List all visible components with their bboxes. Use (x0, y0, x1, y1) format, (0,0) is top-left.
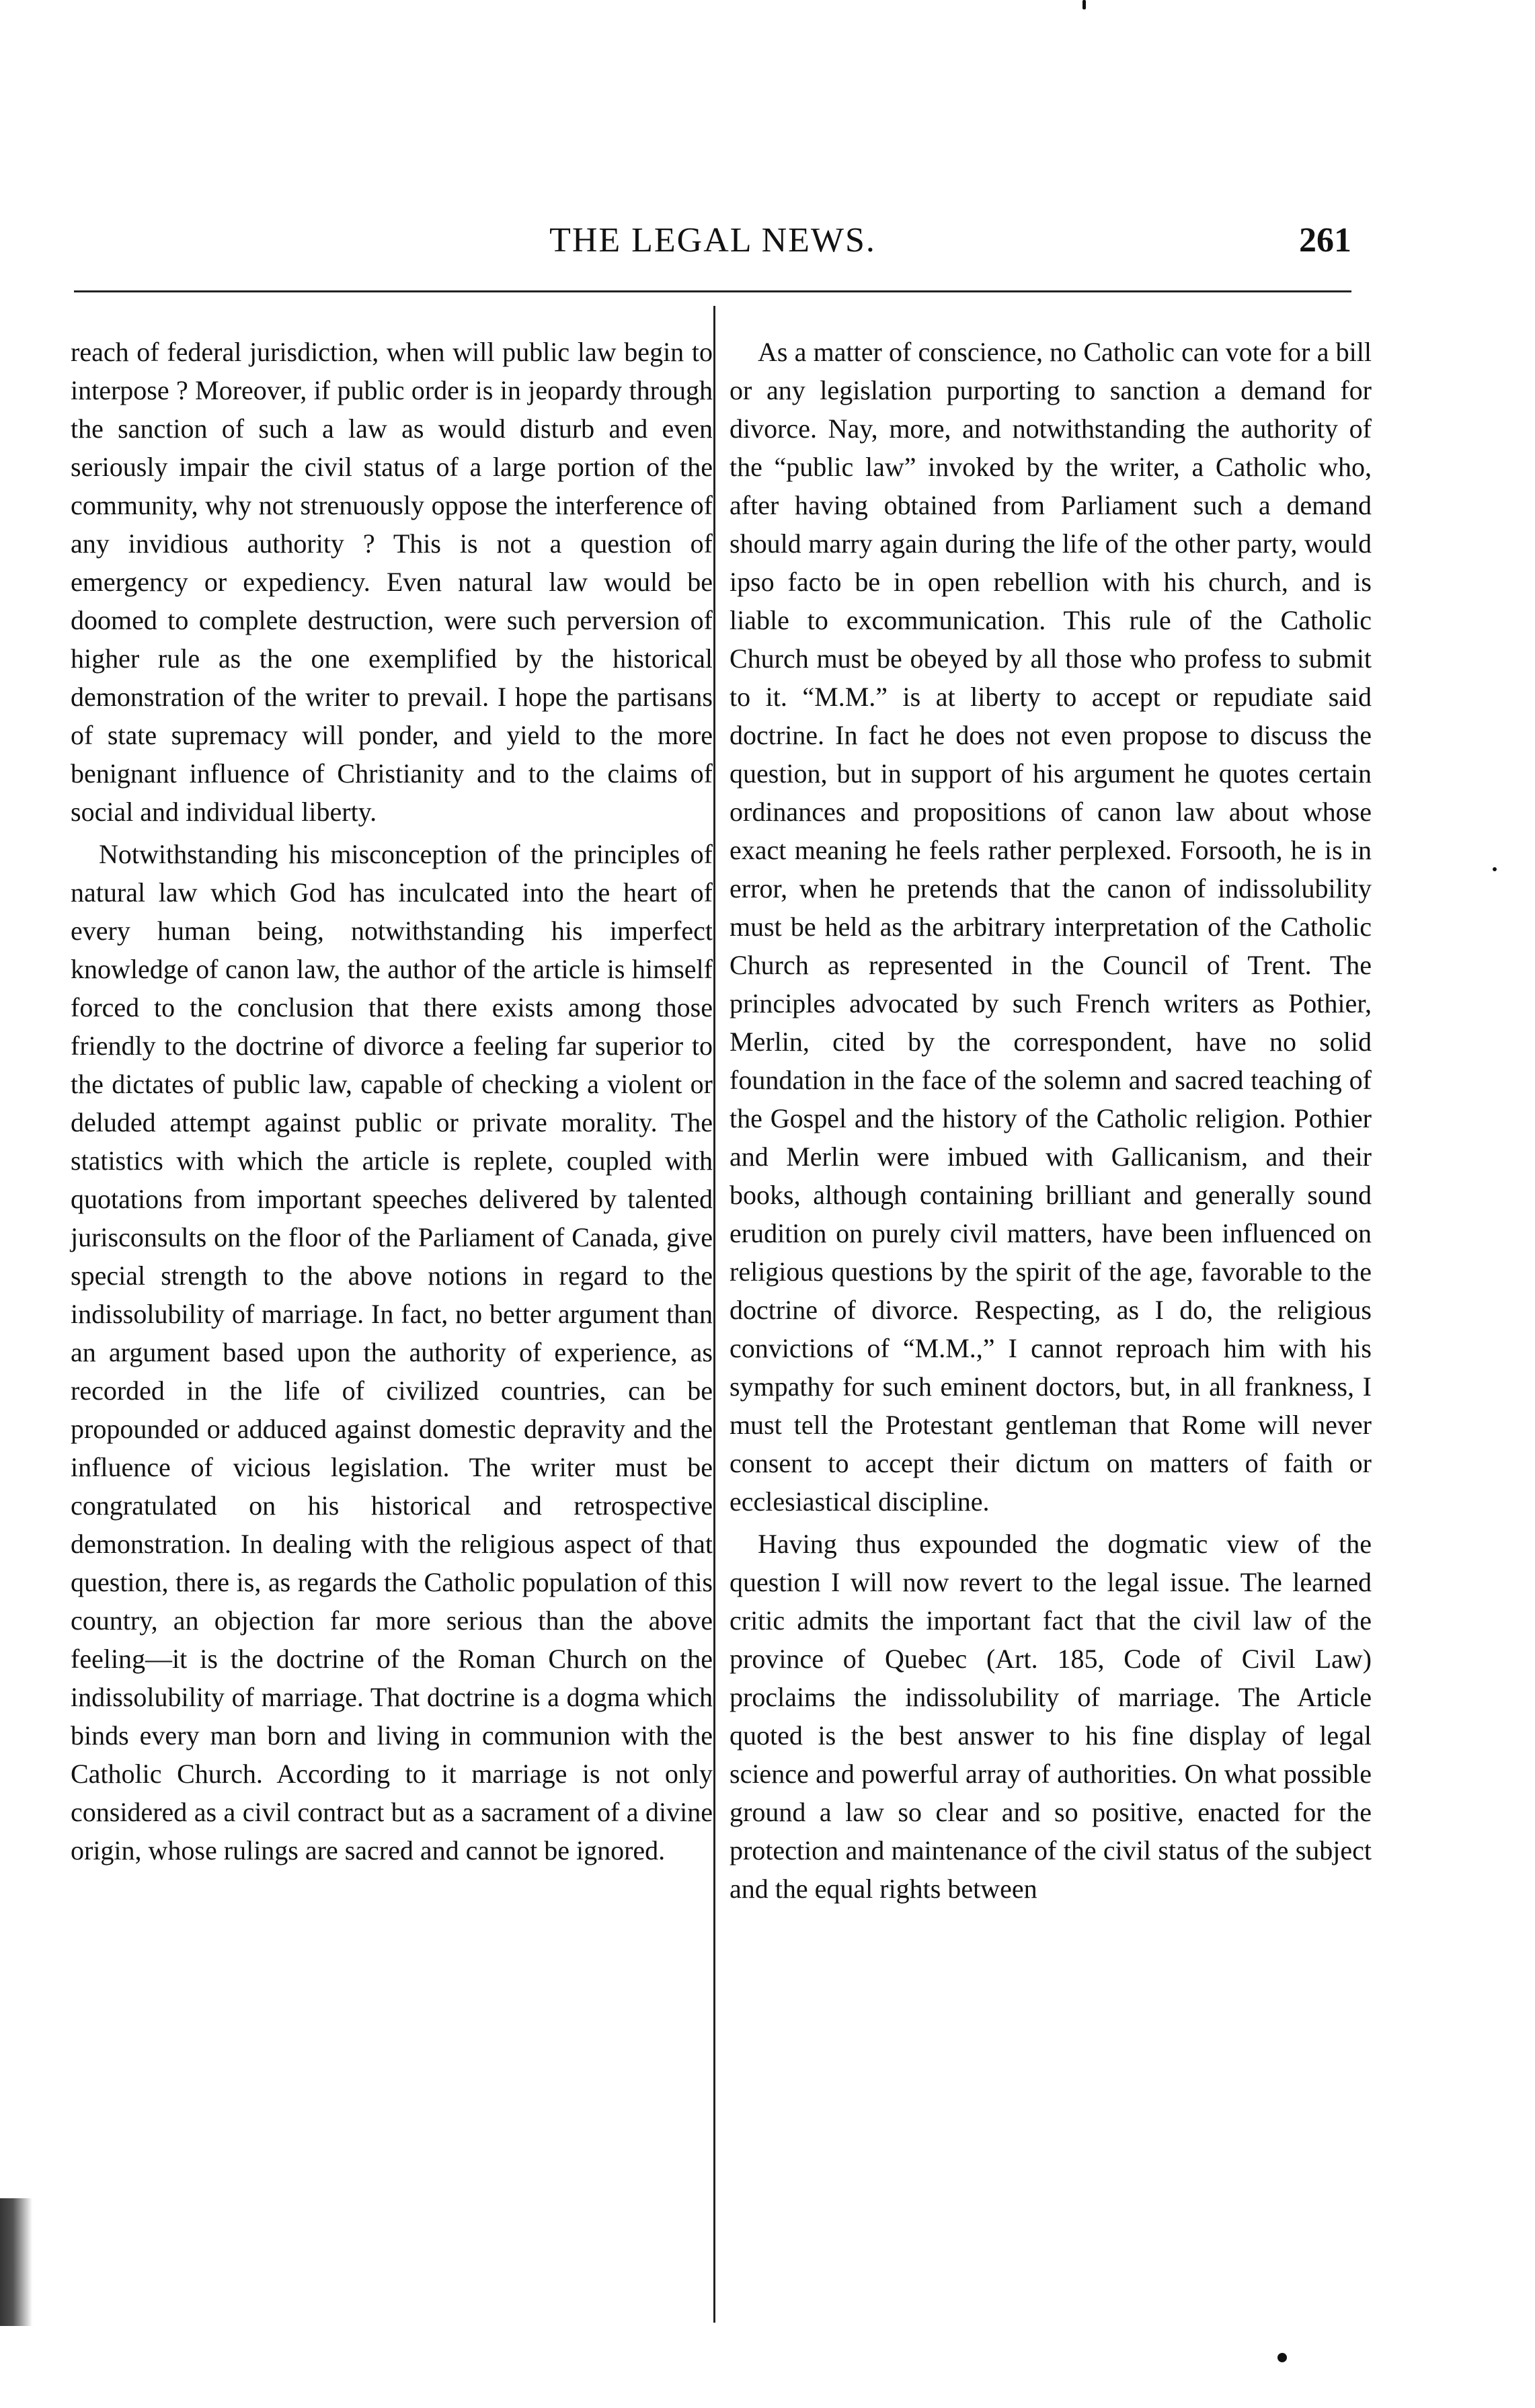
running-title: THE LEGAL NEWS. (549, 221, 876, 259)
column-divider (713, 306, 715, 2323)
header-rule (74, 290, 1351, 292)
ink-speck (1083, 0, 1086, 9)
ink-speck (1493, 867, 1497, 871)
left-paragraph-2: Notwithstanding his misconception of the principles of natural law which God has inculcated into the heart of every human being, notwithstanding his imperfect knowledge of canon law, the author of the article is himself forced to the conclusion that there exists among those friendly to the doctrine of divorce a feeling far superior to the dictates of public law, capable of checking a violent or deluded attempt against public or private morality. The statistics with which the article is replete, coupled with quotations from important speeches delivered by talented jurisconsults on the floor of the Parliament of Canada, give special strength to the above notions in regard to the indissolubility of marriage. In fact, no better argument than an argument based upon the authority of experience, as recorded in the life of civilized countries, can be propounded or adduced against domestic depravity and the influence of vicious legislation. The writer must be congratulated on his historical and retrospective demonstration. In dealing with the religious aspect of that question, there is, as regards the Catholic population of this country, an objection far more serious than the above feeling—it is the doctrine of the Roman Church on the indissolubility of marriage. That doctrine is a dogma which binds every man born and living in communion with the Catholic Church. According to it marriage is not only considered as a civil contract but as a sacrament of a divine origin, whose rulings are sacred and cannot be ignored. (71, 839, 713, 1865)
left-paragraph-1: reach of federal jurisdiction, when will public law begin to interpose ? Moreover, if public order is in jeopardy through the sanction of such a law as would disturb and even seriously impair the civil status of a large portion of the community, why not strenuously oppose the interference of any invidious authority ? This is not a question of emergency or expediency. Even natural law would be doomed to complete destruction, were such perversion of higher rule as the one exemplified by the historical demonstration of the writer to prevail. I hope the partisans of state supremacy will ponder, and yield to the more benignant influence of Christianity and to the claims of social and individual liberty. (71, 337, 713, 827)
left-column (71, 333, 713, 1874)
right-column (730, 333, 1372, 1912)
page-number: 261 (1299, 221, 1351, 259)
right-paragraph-1: As a matter of conscience, no Catholic can vote for a bill or any legislation purporting to sanction a demand for divorce. Nay, more, and notwithstanding the authority of the “public law” invoked by the writer, a Catholic who, after having obtained from Parliament such a demand should marry again during the life of the other party, would ipso facto be in open rebellion with his church, and is liable to excommunication. This rule of the Catholic Church must be obeyed by all those who profess to submit to it. “M.M.” is at liberty to accept or repudiate said doctrine. In fact he does not even propose to discuss the question, but in support of his argument he quotes certain ordinances and propositions of canon law about whose exact meaning he feels rather perplexed. Forsooth, he is in error, when he pretends that the canon of indissolubility must be held as the arbitrary interpretation of the Catholic Church as represented in the Council of Trent. The principles advocated by such French writers as Pothier, Merlin, cited by the correspondent, have no solid foundation in the face of the solemn and sacred teaching of the Gospel and the history of the Catholic religion. Pothier and Merlin were imbued with Gallicanism, and their books, although containing brilliant and generally sound erudition on purely civil matters, have been influenced on religious questions by the spirit of the age, favorable to the doctrine of divorce. Respecting, as I do, the religious convictions of “M.M.,” I cannot reproach him with his sympathy for such eminent doctors, but, in all frankness, I must tell the Protestant gentleman that Rome will never consent to accept their dictum on matters of faith or ecclesiastical discipline. (730, 337, 1372, 1517)
ink-speck (1277, 2353, 1287, 2362)
page-header (74, 220, 1351, 274)
right-paragraph-2: Having thus expounded the dogmatic view of the question I will now revert to the legal issue. The learned critic admits the important fact that the civil law of the province of Quebec (Art. 185, Code of Civil Law) proclaims the indissolubility of marriage. The Article quoted is the best answer to his fine display of legal science and powerful array of authorities. On what possible ground a law so clear and so positive, enacted for the protection and maintenance of the civil status of the subject and the equal rights between (730, 1529, 1372, 1904)
scan-edge-mark (0, 2198, 32, 2326)
